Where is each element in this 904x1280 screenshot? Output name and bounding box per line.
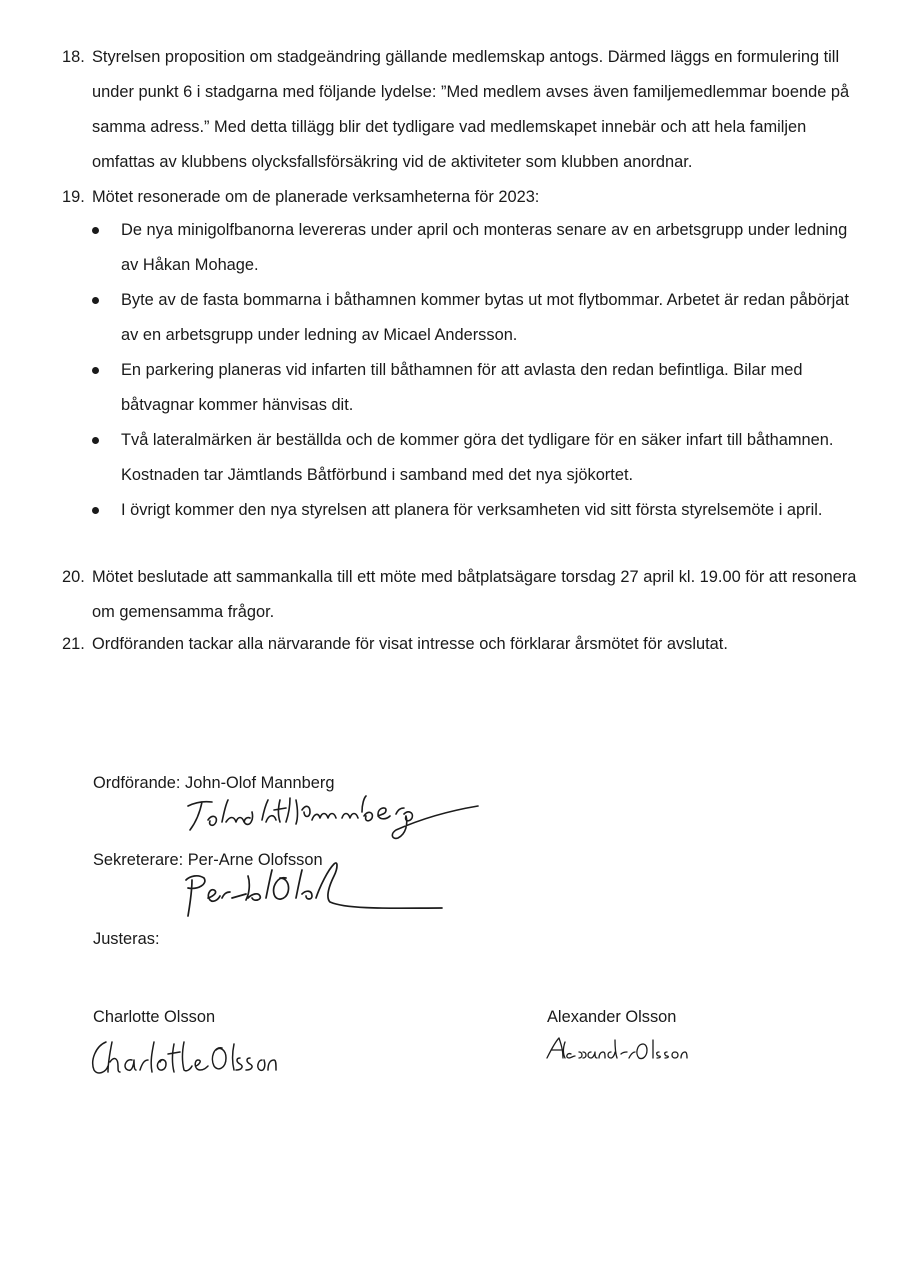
item-number: 19.	[62, 188, 85, 206]
bullet-icon	[92, 507, 99, 514]
list-item: En parkering planeras vid infarten till båthamnen för att avlasta den redan befintliga. Bilar med båtvagnar kommer hänvisas dit.	[92, 353, 862, 423]
adjuster-signature-1	[88, 1036, 278, 1084]
list-item: Två lateralmärken är beställda och de kommer göra det tydligare för en säker infart till båthamnen. Kostnaden tar Jämtlands Båtförbund i samband med det nya sjökortet.	[92, 423, 862, 493]
adjuster-name-2: Alexander Olsson	[547, 1008, 677, 1026]
item-number: 20.	[62, 568, 85, 586]
bullet-icon	[92, 437, 99, 444]
bullet-icon	[92, 367, 99, 374]
minutes-item-19	[62, 180, 862, 215]
list-item: I övrigt kommer den nya styrelsen att planera för verksamheten vid sitt första styrelsemöte i april.	[92, 493, 862, 528]
bullet-icon	[92, 297, 99, 304]
item-text: Mötet beslutade att sammankalla till ett möte med båtplatsägare torsdag 27 april kl. 19.00 för att resonera om gemensamma frågor.	[92, 568, 857, 621]
minutes-item-21	[62, 627, 862, 662]
chair-label: Ordförande: John-Olof Mannberg	[93, 774, 335, 792]
adjuster-signature-2	[545, 1036, 690, 1064]
item-text: Mötet resonerade om de planerade verksamheterna för 2023:	[92, 188, 540, 206]
item-text: Ordföranden tackar alla närvarande för visat intresse och förklarar årsmötet för avslutat.	[92, 635, 728, 653]
secretary-label: Sekreterare: Per-Arne Olofsson	[93, 851, 323, 869]
item-number: 18.	[62, 48, 85, 66]
minutes-item-18	[62, 40, 862, 180]
list-item: De nya minigolfbanorna levereras under april och monteras senare av en arbetsgrupp under ledning av Håkan Mohage.	[92, 213, 862, 283]
item-number: 21.	[62, 635, 85, 653]
bullet-icon	[92, 227, 99, 234]
minutes-item-20	[62, 560, 862, 630]
planned-activities-list	[92, 213, 862, 528]
item-text: Styrelsen proposition om stadgeändring gällande medlemskap antogs. Därmed läggs en formulering till under punkt 6 i stadgarna med följande lydelse: ”Med medlem avses även familjemedlemmar boende på samma adress.” Med detta tillägg blir det tydligare vad medlemskapet innebär och att hela familjen omfattas av klubbens olycksfallsförsäkring vid de aktiviteter som klubben anordnar.	[92, 48, 850, 171]
adjuster-name-1: Charlotte Olsson	[93, 1008, 216, 1026]
chair-signature	[182, 792, 482, 842]
secretary-signature	[178, 858, 448, 922]
adjusters-label: Justeras:	[93, 930, 160, 948]
list-item: Byte av de fasta bommarna i båthamnen kommer bytas ut mot flytbommar. Arbetet är redan påbörjat av en arbetsgrupp under ledning av Micael Andersson.	[92, 283, 862, 353]
